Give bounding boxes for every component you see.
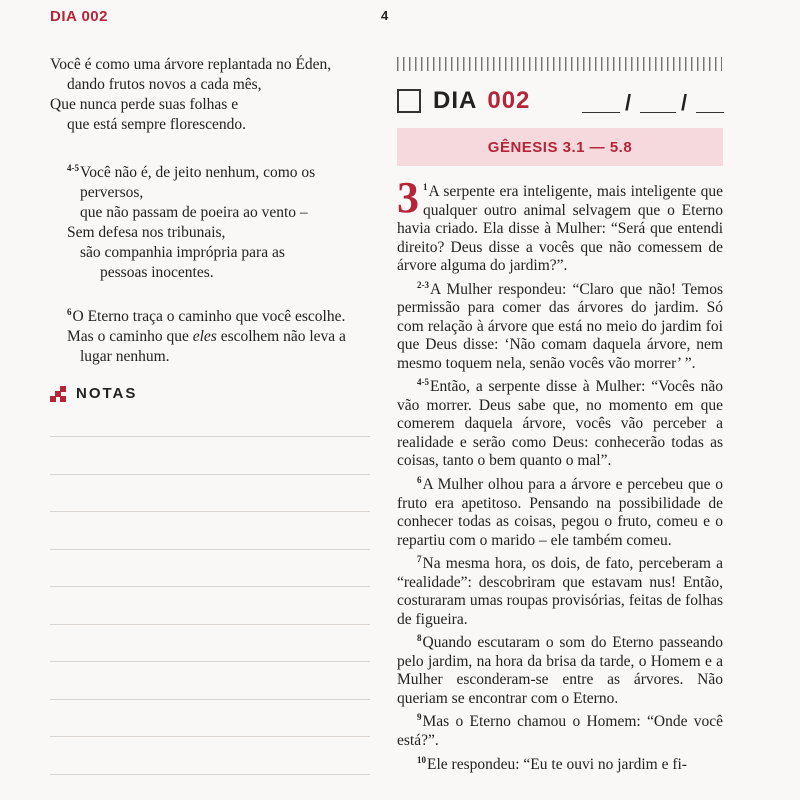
verse-paragraph [397, 550, 723, 629]
poem-line: lugar nenhum. [80, 348, 170, 366]
date-separator: / [625, 90, 632, 115]
note-line[interactable] [50, 736, 370, 737]
note-line[interactable] [50, 586, 370, 587]
notes-title: NOTAS [76, 385, 138, 402]
verse-text: Quando escutaram o som do Eterno passeando pelo jardim, na hora da brisa da tarde, o Homem e a Mulher esconderam-se entre as árvores. Não queriam se encontrar com o Eterno. [397, 634, 723, 707]
day-number: 002 [487, 87, 531, 114]
poem-stanza-1 [50, 55, 370, 135]
verse-number: 1 [423, 182, 428, 192]
verse-number: 10 [417, 754, 426, 765]
note-line[interactable] [50, 661, 370, 662]
verse-number: 7 [417, 554, 422, 565]
poem-line: perversos, [80, 184, 144, 202]
verse-number: 4-5 [417, 377, 429, 388]
date-field[interactable] [582, 90, 724, 115]
date-year-blank[interactable] [696, 112, 724, 114]
poem-line: Sem defesa nos tribunais, [67, 224, 226, 242]
notes-icon [50, 386, 66, 402]
verse-paragraph [397, 471, 723, 550]
poem-stanza-3 [50, 302, 370, 367]
verse-paragraph [397, 276, 723, 374]
poem-line: Você é como uma árvore replantada no Éden, [50, 56, 332, 73]
poem-line: Que nunca perde suas folhas e [50, 96, 239, 113]
poem-line: O Eterno traça o caminho que você escolhe. [72, 308, 346, 326]
note-line[interactable] [50, 474, 370, 475]
poem-line: que não passam de poeira ao vento – [80, 204, 308, 222]
verse-text: Então, a serpente disse à Mulher: “Vocês não vão morrer. Deus sabe que, no momento em que comerem daquela árvore, vocês vão perceber a realidade e serão como Deus: conhecerão todas as coisas, tanto o bem quanto o mal”. [397, 378, 723, 470]
note-line[interactable] [50, 774, 370, 775]
note-line[interactable] [50, 699, 370, 700]
scripture-reference: GÊNESIS 3.1 — 5.8 [397, 128, 723, 166]
poem-line: dando frutos novos a cada mês, [67, 76, 262, 93]
poem-line: Você não é, de jeito nenhum, como os [80, 164, 316, 182]
verse-number: 6 [67, 307, 72, 317]
poem-line-part: escolhem não leva a [216, 328, 346, 346]
scripture-body [397, 173, 723, 774]
tick-ruler [397, 57, 722, 71]
poem-line: pessoas inocentes. [100, 264, 214, 282]
verse-number: 8 [417, 633, 422, 644]
poem-line: que está sempre florescendo. [67, 116, 247, 133]
chapter-number: 3 [397, 173, 419, 222]
note-line[interactable] [50, 436, 370, 437]
verse-paragraph [397, 629, 723, 708]
verse-number: 9 [417, 712, 422, 723]
verse-number: 6 [417, 474, 422, 485]
poem-line-part: Mas o caminho que [67, 328, 193, 346]
note-line[interactable] [50, 549, 370, 550]
verse-number: 2-3 [417, 279, 429, 290]
read-checkbox[interactable] [397, 89, 421, 113]
verse-paragraph [397, 173, 723, 276]
page-number: 4 [381, 8, 389, 23]
date-day-blank[interactable] [582, 112, 620, 114]
date-month-blank[interactable] [640, 112, 676, 114]
day-header: DIA 002 [50, 8, 108, 25]
day-word: DIA [433, 87, 478, 114]
note-line[interactable] [50, 511, 370, 512]
poem-line: são companhia imprópria para as [80, 244, 285, 262]
notes-heading [50, 385, 137, 402]
verse-paragraph [397, 751, 723, 775]
verse-paragraph [397, 708, 723, 750]
date-separator: / [681, 90, 688, 115]
verse-text: Na mesma hora, os dois, de fato, perceberam a “realidade”: descobriram que estavam nus! Então, costuraram umas roupas provisórias, feitas de folhas de figueira. [397, 555, 723, 628]
verse-number: 4-5 [67, 163, 79, 173]
verse-text: A Mulher olhou para a árvore e percebeu que o fruto era apetitoso. Pensando na possibilidade de conhecer todas as coisas, pegou o fruto, comeu e o repartiu com o marido – ele também comeu. [397, 476, 723, 549]
verse-text: Mas o Eterno chamou o Homem: “Onde você está?”. [397, 713, 723, 750]
poem-stanza-2 [50, 158, 370, 283]
verse-text: A serpente era inteligente, mais inteligente que qualquer outro animal selvagem que o Eterno havia criado. Ela disse à Mulher: “Será que entendi direito? Deus disse a vocês que não comessem de árvore alguma do jardim?”. [397, 183, 723, 275]
verse-text: Ele respondeu: “Eu te ouvi no jardim e fi- [427, 755, 687, 773]
verse-text: A Mulher respondeu: “Claro que não! Temos permissão para comer das árvores do jardim. Só com relação à árvore que está no meio do jardim foi que Deus disse: ‘Não comam daquela árvore, nem mesmo toquem nela, senão vocês vão morrer’ ”. [397, 280, 723, 372]
verse-paragraph [397, 373, 723, 471]
poem-emphasis: eles [192, 328, 217, 346]
note-line[interactable] [50, 624, 370, 625]
